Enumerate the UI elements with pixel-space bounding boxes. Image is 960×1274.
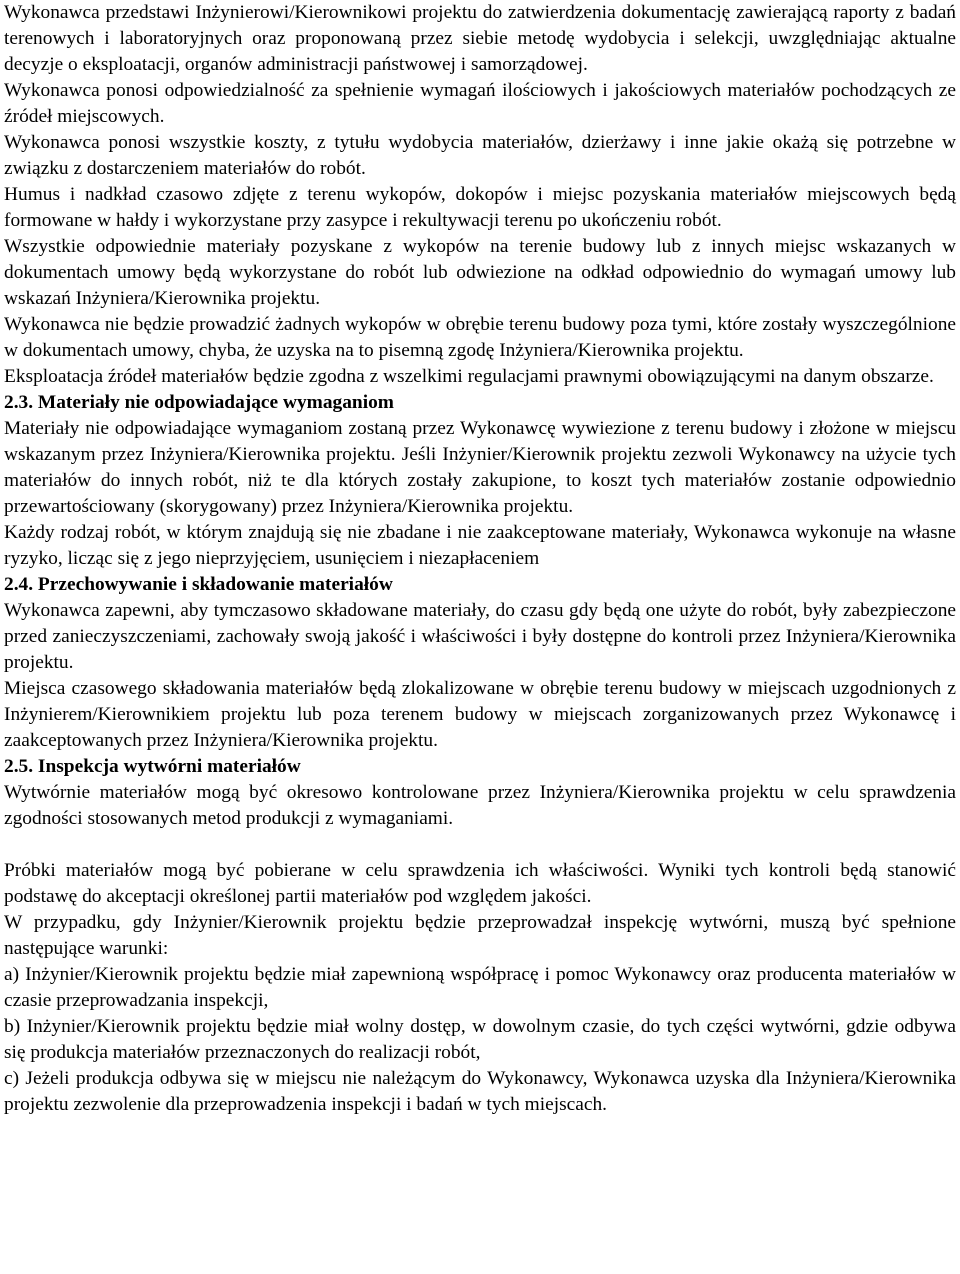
paragraph-unapproved-materials-risk: Każdy rodzaj robót, w którym znajdują się nie zbadane i nie zaakceptowane materiały, Wykonawca wykonuje na własne ryzyko, licząc się z jego nieprzyjęciem, usunięciem i niezapłaceniem [4,522,956,569]
list-item-condition-b: b) Inżynier/Kierownik projektu będzie miał wolny dostęp, w dowolnym czasie, do tych części wytwórni, gdzie odbywa się produkcja materiałów przeznaczonych do realizacji robót, [4,1016,956,1063]
section-heading-2-4: 2.4. Przechowywanie i składowanie materiałów [4,574,393,595]
paragraph-inspection-conditions-intro: W przypadku, gdy Inżynier/Kierownik projektu będzie przeprowadzał inspekcję wytwórni, muszą być spełnione następujące warunki: [4,912,956,959]
paragraph-storage-locations: Miejsca czasowego składowania materiałów będą zlokalizowane w obrębie terenu budowy w miejscach uzgodnionych z Inżynierem/Kierownikiem projektu lub poza terenem budowy w miejscach zorganizowanych przez Wykonawcę i zaakceptowanych przez Inżyniera/Kierownika projektu. [4,678,956,751]
section-heading-2-3: 2.3. Materiały nie odpowiadające wymaganiom [4,392,394,413]
list-item-condition-c: c) Jeżeli produkcja odbywa się w miejscu nie należącym do Wykonawcy, Wykonawca uzyska dla Inżyniera/Kierownika projektu zezwolenie dla przeprowadzenia inspekcji i badań w tych miejscach. [4,1068,956,1115]
paragraph-temporary-storage: Wykonawca zapewni, aby tymczasowo składowane materiały, do czasu gdy będą one użyte do robót, były zabezpieczone przed zanieczyszczeniami, zachowały swoją jakość i właściwości i były dostępne do kontroli przez Inżyniera/Kierownika projektu. [4,600,956,673]
paragraph-plant-inspection: Wytwórnie materiałów mogą być okresowo kontrolowane przez Inżyniera/Kierownika projektu w celu sprawdzenia zgodności stosowanych metod produkcji z wymaganiami. [4,782,956,829]
paragraph-exploitation-regulations: Eksploatacja źródeł materiałów będzie zgodna z wszelkimi regulacjami prawnymi obowiązującymi na danym obszarze. [4,366,934,387]
paragraph-nonconforming-materials: Materiały nie odpowiadające wymaganiom zostaną przez Wykonawcę wywiezione z terenu budowy i złożone w miejscu wskazanym przez Inżyniera/Kierownika projektu. Jeśli Inżynier/Kierownik projektu zezwoli Wykonawcy na użycie tych materiałów do innych robót, niż te dla których zostały zakupione, to koszt tych materiałów zostanie odpowiednio przewartościowany (skorygowany) przez Inżyniera/Kierownika projektu. [4,418,956,517]
paragraph-contractor-costs: Wykonawca ponosi wszystkie koszty, z tytułu wydobycia materiałów, dzierżawy i inne jakie okażą się potrzebne w związku z dostarczeniem materiałów do robót. [4,132,956,179]
paragraph-submit-documentation: Wykonawca przedstawi Inżynierowi/Kierownikowi projektu do zatwierdzenia dokumentację zawierającą raporty z badań terenowych i laboratoryjnych oraz proponowaną przez siebie metodę wydobycia i selekcji, uwzględniając aktualne decyzje o eksploatacji, organów administracji państwowej i samorządowej. [4,2,956,75]
blank-line [4,832,956,858]
paragraph-contractor-responsibility: Wykonawca ponosi odpowiedzialność za spełnienie wymagań ilościowych i jakościowych materiałów pochodzących ze źródeł miejscowych. [4,80,956,127]
section-heading-2-5: 2.5. Inspekcja wytwórni materiałów [4,756,301,777]
document-page [4,0,956,1118]
paragraph-samples: Próbki materiałów mogą być pobierane w celu sprawdzenia ich właściwości. Wyniki tych kontroli będą stanowić podstawę do akceptacji określonej partii materiałów pod względem jakości. [4,860,956,907]
paragraph-suitable-materials: Wszystkie odpowiednie materiały pozyskane z wykopów na terenie budowy lub z innych miejsc wskazanych w dokumentach umowy będą wykorzystane do robót lub odwiezione na odkład odpowiednio do wymagań umowy lub wskazań Inżyniera/Kierownika projektu. [4,236,956,309]
list-item-condition-a: a) Inżynier/Kierownik projektu będzie miał zapewnioną współpracę i pomoc Wykonawcy oraz producenta materiałów w czasie przeprowadzania inspekcji, [4,964,956,1011]
paragraph-humus-overburden: Humus i nadkład czasowo zdjęte z terenu wykopów, dokopów i miejsc pozyskania materiałów miejscowych będą formowane w hałdy i wykorzystane przy zasypce i rekultywacji terenu po ukończeniu robót. [4,184,956,231]
paragraph-no-excavations: Wykonawca nie będzie prowadzić żadnych wykopów w obrębie terenu budowy poza tymi, które zostały wyszczególnione w dokumentach umowy, chyba, że uzyska na to pisemną zgodę Inżyniera/Kierownika projektu. [4,314,956,361]
